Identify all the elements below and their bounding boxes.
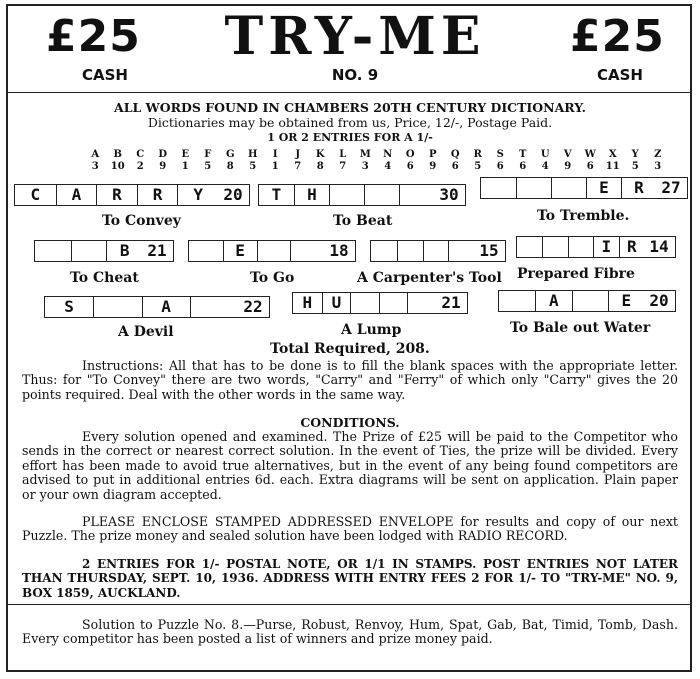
points-total: 21 <box>147 241 167 260</box>
letter-label: H <box>248 149 258 160</box>
word-entry-row[interactable] <box>292 292 468 314</box>
letter-box[interactable] <box>371 241 397 261</box>
letter-box[interactable] <box>423 241 449 261</box>
letter-label: X <box>608 149 617 160</box>
letter-box[interactable]: R <box>619 237 644 257</box>
cash-left-label: CASH <box>82 66 128 84</box>
clue-label: To Convey <box>102 213 181 229</box>
letter-points: 10 <box>110 161 125 172</box>
letter-label: R <box>473 149 482 160</box>
letter-points: 6 <box>586 161 594 172</box>
letter-value-w <box>579 149 602 173</box>
letter-points: 11 <box>605 161 620 172</box>
letter-box[interactable]: R <box>96 185 137 205</box>
letter-box[interactable] <box>517 237 542 257</box>
letter-label: K <box>315 149 325 160</box>
letter-box[interactable] <box>364 185 399 205</box>
letter-points: 5 <box>249 161 257 172</box>
word-entry-row[interactable] <box>14 184 250 206</box>
letter-label: T <box>519 149 527 160</box>
letter-value-i <box>264 149 287 173</box>
letter-points: 3 <box>654 161 662 172</box>
letter-points: 6 <box>496 161 504 172</box>
letter-label: C <box>136 149 145 160</box>
points-total: 22 <box>243 297 263 316</box>
letter-value-r <box>467 149 490 173</box>
prize-right: £25 <box>570 11 665 62</box>
letter-box[interactable] <box>71 241 107 261</box>
letter-box[interactable] <box>35 241 71 261</box>
letter-value-h <box>242 149 265 173</box>
letter-box[interactable]: B <box>106 241 142 261</box>
clue-label: To Go <box>250 270 295 286</box>
clue-label: Prepared Fibre <box>517 266 635 282</box>
letter-label: S <box>496 149 504 160</box>
cash-right-label: CASH <box>597 66 643 84</box>
letter-label: V <box>563 149 572 160</box>
word-entry-row[interactable] <box>258 184 466 206</box>
letter-label: F <box>204 149 212 160</box>
conditions-text: Every solution opened and examined. The Prize of £25 will be paid to the Competitor who sends in the correct or nearest correct solution. In the event of Ties, the prize will be divided. Every effort has been made to avoid true alternatives, but in the event of any being found competitors are advised to put in additional entries 6d. each. Extra diagrams will be sent on application. Plain paper or your own diagram accepted. <box>22 429 678 502</box>
points-total: 20 <box>649 291 669 310</box>
letter-value-c <box>129 149 152 173</box>
word-entry-row[interactable] <box>34 240 174 262</box>
instructions-text: Instructions: All that has to be done is to fill the blank spaces with the appropriate letter. Thus: for "To Convey" there are two words, "Carry" and "Ferry" of which only "Carry" gives the 20 points required. Deal with the other words in the same way. <box>22 358 678 402</box>
letter-box[interactable] <box>397 241 423 261</box>
entry-price-notice: 1 OR 2 ENTRIES FOR A 1/- <box>267 131 433 144</box>
letter-points: 9 <box>564 161 572 172</box>
letter-box[interactable]: A <box>56 185 97 205</box>
letter-points: 1 <box>181 161 189 172</box>
word-entry-row[interactable] <box>516 236 676 258</box>
dictionary-notice: ALL WORDS FOUND IN CHAMBERS 20TH CENTURY DICTIONARY. <box>114 100 586 115</box>
letter-label: B <box>113 149 122 160</box>
envelope-notice: PLEASE ENCLOSE STAMPED ADDRESSED ENVELOPE for results and copy of our next Puzzle. The prize money and sealed solution have been lodged with RADIO RECORD. <box>22 514 678 544</box>
letter-value-q <box>444 149 467 173</box>
letter-box[interactable]: T <box>271 185 282 204</box>
letter-points: 5 <box>631 161 639 172</box>
letter-points: 8 <box>316 161 324 172</box>
clue-label: A Carpenter's Tool <box>357 270 502 286</box>
letter-box[interactable]: H <box>294 185 329 205</box>
letter-box[interactable]: I <box>593 237 618 257</box>
previous-solution: Solution to Puzzle No. 8.—Purse, Robust, Renvoy, Hum, Spat, Gab, Bat, Timid, Tomb, Dash. Every competitor has been posted a list of winners and prize money paid. <box>22 617 678 647</box>
letter-points: 9 <box>429 161 437 172</box>
letter-points: 7 <box>294 161 302 172</box>
letter-box[interactable]: R <box>137 185 178 205</box>
letter-label: Z <box>654 149 662 160</box>
letter-value-j <box>287 149 310 173</box>
letter-value-n <box>377 149 400 173</box>
dictionary-price: Dictionaries may be obtained from us, Price, 12/-, Postage Paid. <box>147 115 553 130</box>
word-entry-row[interactable] <box>44 296 270 318</box>
entries-notice: 2 ENTRIES FOR 1/- POSTAL NOTE, OR 1/1 IN STAMPS. POST ENTRIES NOT LATER THAN THURSDAY, SEPT. 10, 1936. ADDRESS WITH ENTRY FEES 2 FOR 1/- TO "TRY-ME" NO. 9, BOX 1859, AUCKLAND. <box>22 557 678 600</box>
letter-box[interactable] <box>542 237 567 257</box>
letter-points: 6 <box>519 161 527 172</box>
letter-points: 7 <box>339 161 347 172</box>
letter-box[interactable] <box>257 241 291 261</box>
letter-box[interactable] <box>93 297 141 317</box>
clue-label: To Cheat <box>70 270 139 286</box>
word-entry-row[interactable] <box>498 290 676 312</box>
letter-points: 2 <box>136 161 144 172</box>
letter-box[interactable]: H <box>302 293 313 312</box>
letter-box[interactable]: U <box>322 293 351 313</box>
letter-box[interactable] <box>407 293 436 313</box>
letter-label: M <box>359 149 371 160</box>
clue-label: To Tremble. <box>537 208 630 224</box>
letter-value-u <box>534 149 557 173</box>
clue-label: A Lump <box>341 322 402 338</box>
letter-value-y <box>624 149 647 173</box>
letter-value-l <box>332 149 355 173</box>
letter-box[interactable] <box>568 237 593 257</box>
letter-value-x <box>602 149 625 173</box>
letter-box[interactable] <box>350 293 379 313</box>
letter-points: 5 <box>204 161 212 172</box>
letter-value-o <box>399 149 422 173</box>
letter-label: L <box>339 149 347 160</box>
word-entry-row[interactable] <box>480 177 688 199</box>
letter-box[interactable]: A <box>535 291 571 311</box>
letter-value-k <box>309 149 332 173</box>
letter-box[interactable]: A <box>142 297 190 317</box>
letter-value-z <box>647 149 670 173</box>
letter-value-table <box>84 149 669 173</box>
letter-value-b <box>107 149 130 173</box>
letter-points: 5 <box>474 161 482 172</box>
prize-left: £25 <box>46 11 141 62</box>
letter-box[interactable] <box>329 185 364 205</box>
letter-box[interactable]: E <box>608 291 644 311</box>
letter-value-p <box>422 149 445 173</box>
points-total: 18 <box>329 241 349 260</box>
letter-box[interactable]: E <box>223 241 257 261</box>
word-entry-row[interactable] <box>370 240 506 262</box>
clue-label: A Devil <box>118 324 174 340</box>
letter-box[interactable] <box>572 291 608 311</box>
puzzle-title: TRY-ME <box>224 6 486 67</box>
letter-box[interactable] <box>551 178 586 198</box>
letter-value-f <box>197 149 220 173</box>
letter-box[interactable]: R <box>621 178 656 198</box>
letter-label: A <box>91 149 100 160</box>
letter-box[interactable]: C <box>30 185 41 204</box>
letter-value-t <box>512 149 535 173</box>
letter-box[interactable] <box>399 185 434 205</box>
letter-box[interactable]: Y <box>177 185 218 205</box>
letter-value-v <box>557 149 580 173</box>
letter-points: 3 <box>361 161 369 172</box>
points-total: 14 <box>649 237 669 256</box>
letter-points: 6 <box>451 161 459 172</box>
letter-box[interactable] <box>481 178 516 198</box>
letter-box[interactable] <box>379 293 408 313</box>
points-total: 27 <box>661 178 681 197</box>
points-total: 15 <box>479 241 499 260</box>
letter-box[interactable] <box>189 241 223 261</box>
word-entry-row[interactable] <box>188 240 356 262</box>
letter-label: I <box>272 149 278 160</box>
points-total: 21 <box>441 293 461 312</box>
letter-label: Q <box>450 149 460 160</box>
letter-points: 1 <box>271 161 279 172</box>
letter-label: G <box>225 149 235 160</box>
letter-value-e <box>174 149 197 173</box>
letter-points: 8 <box>226 161 234 172</box>
letter-box[interactable] <box>448 241 474 261</box>
letter-label: N <box>383 149 393 160</box>
puzzle-number: NO. 9 <box>331 66 379 84</box>
letter-label: O <box>405 149 415 160</box>
letter-box[interactable] <box>516 178 551 198</box>
points-total: 20 <box>223 185 243 204</box>
letter-label: J <box>295 149 301 160</box>
letter-label: D <box>158 149 168 160</box>
letter-value-g <box>219 149 242 173</box>
footer-divider <box>6 604 692 605</box>
clue-label: To Beat <box>333 213 393 229</box>
points-total: 30 <box>439 185 459 204</box>
letter-points: 4 <box>384 161 392 172</box>
letter-box[interactable] <box>190 297 238 317</box>
letter-points: 9 <box>159 161 167 172</box>
letter-points: 3 <box>91 161 99 172</box>
letter-label: P <box>428 149 437 160</box>
letter-box[interactable] <box>290 241 324 261</box>
letter-label: E <box>181 149 190 160</box>
letter-label: Y <box>631 149 639 160</box>
letter-label: W <box>584 149 596 160</box>
letter-box[interactable]: S <box>64 297 74 316</box>
letter-value-a <box>84 149 107 173</box>
letter-value-s <box>489 149 512 173</box>
letter-points: 6 <box>406 161 414 172</box>
letter-value-d <box>152 149 175 173</box>
letter-value-m <box>354 149 377 173</box>
clue-label: To Bale out Water <box>510 320 651 336</box>
header-divider <box>6 92 692 93</box>
letter-box[interactable]: E <box>586 178 621 198</box>
letter-label: U <box>540 149 550 160</box>
total-required: Total Required, 208. <box>270 341 430 357</box>
letter-points: 4 <box>541 161 549 172</box>
conditions-heading: CONDITIONS. <box>300 415 400 430</box>
letter-box[interactable] <box>499 291 535 311</box>
